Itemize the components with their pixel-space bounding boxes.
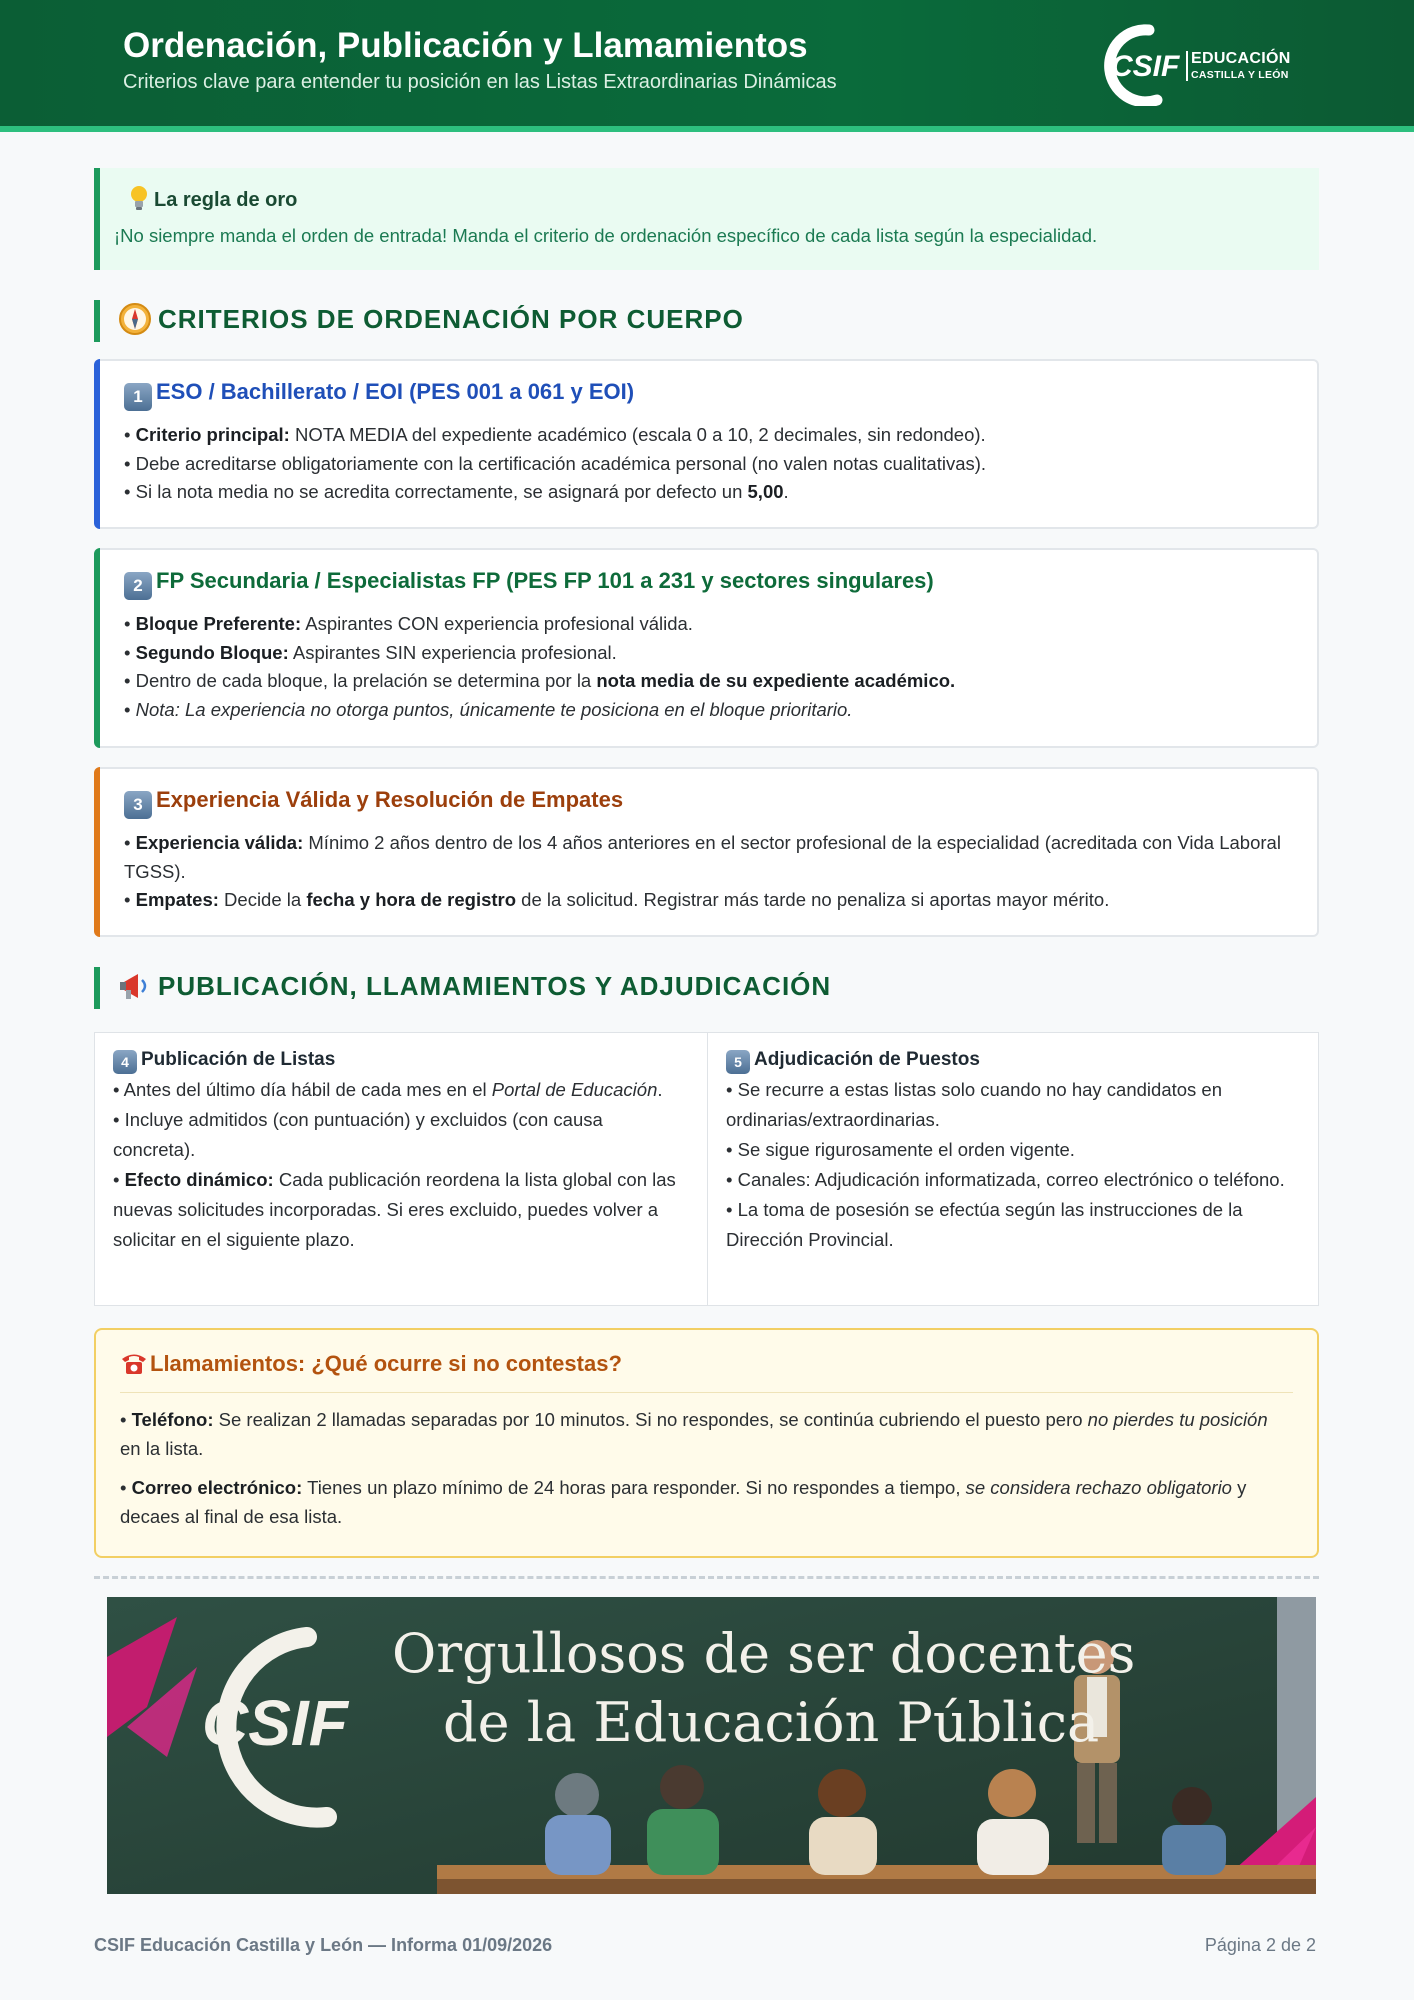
csif-logo bbox=[1097, 24, 1297, 106]
adjudication-column: 5 Adjudicación de Puestos • Se recurre a estas listas solo cuando no hay candidatos en ordinarias/extraordinarias. • Se sigue rigurosamente el orden vigente. • Canales: Adjudicación informatizada, correo electrónico o teléfono. • La toma de posesión se efectúa según las instrucciones de la Dirección Provincial. bbox=[707, 1033, 1319, 1305]
card-experience-title: Experiencia Válida y Resolución de Empates bbox=[156, 787, 624, 812]
criteria-card-fp bbox=[94, 548, 1319, 748]
section-publication-heading bbox=[94, 967, 994, 1009]
card-eso-line: • Si la nota media no se acredita correctamente, se asignará por defecto un 5,00. bbox=[124, 481, 789, 502]
card-eso-title: ESO / Bachillerato / EOI (PES 001 a 061 y EOI) bbox=[156, 379, 635, 404]
section-publication-title: PUBLICACIÓN, LLAMAMIENTOS Y ADJUDICACIÓN bbox=[158, 971, 832, 1001]
criteria-card-eso bbox=[94, 359, 1319, 529]
publication-title: Publicación de Listas bbox=[141, 1049, 336, 1070]
compass-icon bbox=[118, 302, 152, 336]
adjudication-title: Adjudicación de Puestos bbox=[754, 1049, 980, 1070]
promo-banner bbox=[107, 1597, 1316, 1894]
footer-source: CSIF Educación Castilla y León — Informa 01/09/2026 bbox=[94, 1935, 553, 1955]
page-title: Ordenación, Publicación y Llamamientos bbox=[123, 26, 808, 65]
number-2-icon: 2 bbox=[124, 572, 152, 600]
logo-education-text: EDUCACIÓN bbox=[1191, 50, 1291, 67]
megaphone-icon bbox=[118, 969, 152, 1003]
svg-text:CSIF: CSIF bbox=[202, 1687, 348, 1759]
card-fp-line: • Bloque Preferente: Aspirantes CON experiencia profesional válida. bbox=[124, 613, 693, 634]
logo-region-text: CASTILLA Y LEÓN bbox=[1191, 69, 1289, 81]
calls-email-text: • Correo electrónico: Tienes un plazo mínimo de 24 horas para responder. Si no respondes a tiempo, se considera rechazo obligatorio y decaes al final de esa lista. bbox=[120, 1477, 1247, 1527]
number-3-icon: 3 bbox=[124, 791, 152, 819]
page-number: Página 2 de 2 bbox=[1204, 1935, 1316, 1955]
number-1-icon: 1 bbox=[124, 383, 152, 411]
header-accent-bar bbox=[0, 126, 1414, 132]
publication-adjudication-table bbox=[94, 1032, 1319, 1306]
card-experience-line: • Experiencia válida: Mínimo 2 años dentro de los 4 años anteriores en el sector profesional de la especialidad (acreditada con Vida Laboral TGSS). bbox=[124, 832, 1281, 882]
section-criteria-heading bbox=[94, 300, 894, 342]
section-criteria-title: CRITERIOS DE ORDENACIÓN POR CUERPO bbox=[158, 304, 744, 334]
banner-headline-line2: de la Educación Pública bbox=[443, 1691, 1100, 1754]
lightbulb-icon bbox=[128, 185, 150, 211]
publication-column: 4 Publicación de Listas • Antes del último día hábil de cada mes en el Portal de Educación. • Incluye admitidos (con puntuación) y excluidos (con causa concreta). • Efecto dinámico: Cada publicación reordena la lista global con las nuevas solicitudes incorporadas. Si eres excluido, puedes volver a solicitar en el siguiente plazo. bbox=[113, 1049, 676, 1250]
criteria-card-experience bbox=[94, 767, 1319, 937]
card-fp-line: • Nota: La experiencia no otorga puntos, únicamente te posiciona en el bloque prioritario. bbox=[124, 698, 853, 720]
banner-headline-line1: Orgullosos de ser docentes bbox=[392, 1622, 1136, 1685]
card-fp-line: • Segundo Bloque: Aspirantes SIN experiencia profesional. bbox=[124, 641, 617, 663]
svg-text:CSIF: CSIF bbox=[1111, 50, 1180, 83]
number-5-icon: 5 bbox=[726, 1050, 750, 1074]
card-fp-line: • Dentro de cada bloque, la prelación se determina por la nota media de su expediente académico. bbox=[124, 670, 956, 691]
calls-phone-text: • Teléfono: Se realizan 2 llamadas separadas por 10 minutos. Si no respondes, se continúa cubriendo el puesto pero no pierdes tu posición en la lista. bbox=[120, 1409, 1268, 1459]
golden-rule-text: ¡No siempre manda el orden de entrada! Manda el criterio de ordenación específico de cada lista según la especialidad. bbox=[114, 225, 1098, 246]
card-eso-line: • Debe acreditarse obligatoriamente con la certificación académica personal (no valen notas cualitativas). bbox=[124, 452, 987, 474]
calls-title: Llamamientos: ¿Qué ocurre si no contestas? bbox=[150, 1351, 622, 1376]
golden-rule-title: La regla de oro bbox=[154, 189, 298, 211]
page-subtitle: Criterios clave para entender tu posición en las Listas Extraordinarias Dinámicas bbox=[123, 71, 837, 93]
number-4-icon: 4 bbox=[113, 1050, 137, 1074]
card-eso-line: • Criterio principal: NOTA MEDIA del expediente académico (escala 0 a 10, 2 decimales, sin redondeo). bbox=[124, 424, 986, 445]
card-fp-title: FP Secundaria / Especialistas FP (PES FP 101 a 231 y sectores singulares) bbox=[156, 568, 934, 593]
card-experience-line: • Empates: Decide la fecha y hora de registro de la solicitud. Registrar más tarde no penaliza si aportas mayor mérito. bbox=[124, 889, 1110, 910]
telephone-icon bbox=[120, 1350, 148, 1376]
calls-callout bbox=[94, 1328, 1319, 1558]
page-header bbox=[0, 0, 1414, 126]
dashed-divider bbox=[94, 1576, 1319, 1579]
golden-rule-callout bbox=[94, 168, 1319, 270]
